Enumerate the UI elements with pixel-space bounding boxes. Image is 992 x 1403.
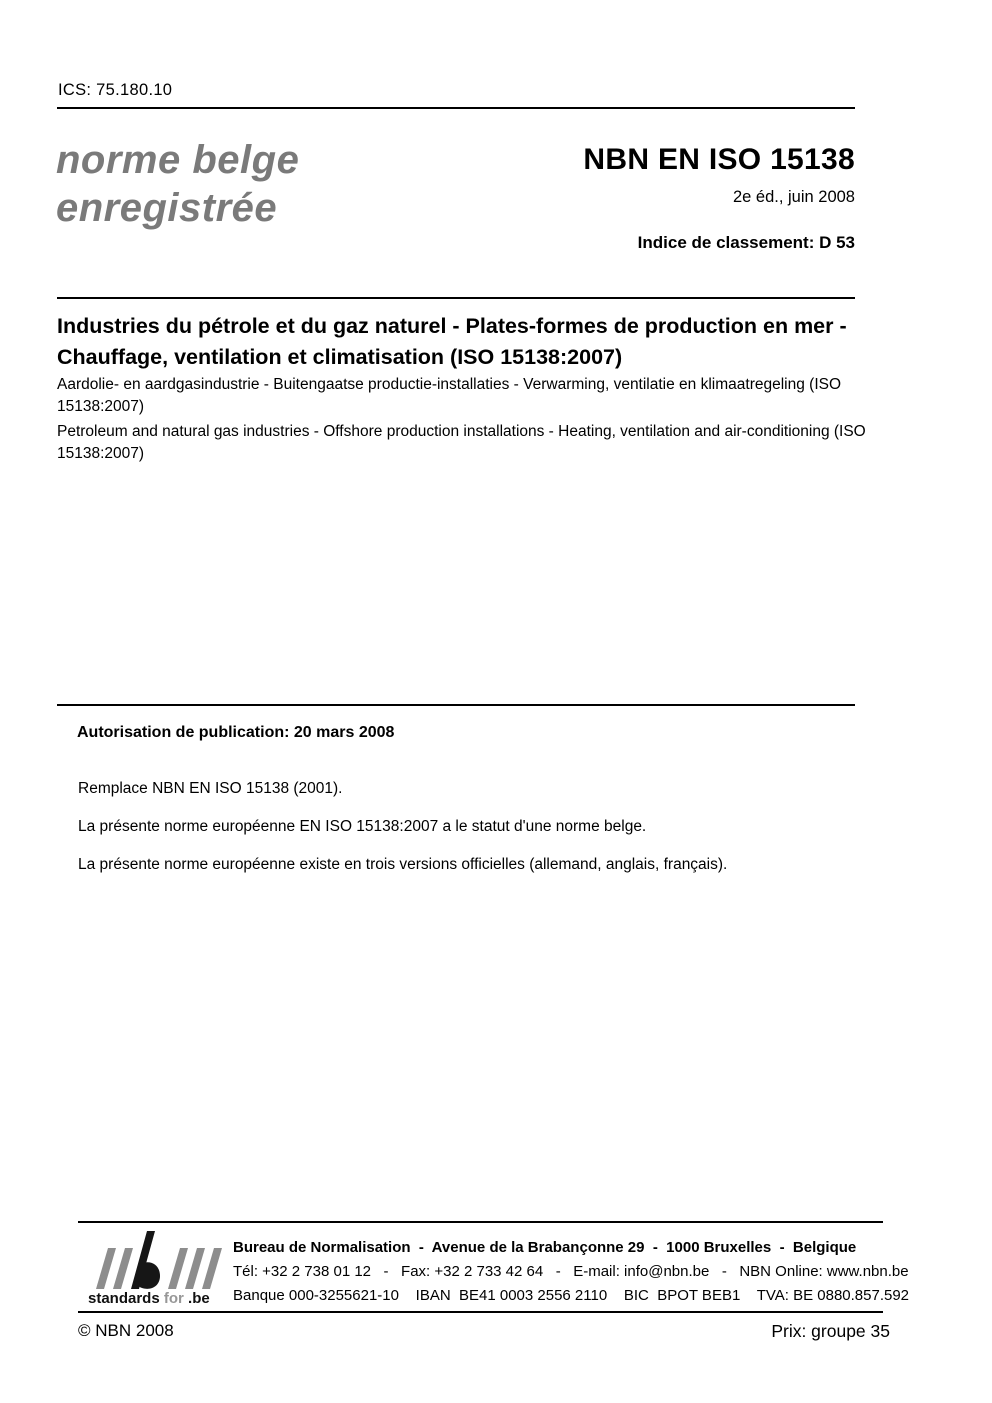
title-english: Petroleum and natural gas industries - Offshore production installations - Heating, ventilation and air-conditioning (ISO 15138:2007) [57, 423, 866, 462]
title-french: Industries du pétrole et du gaz naturel - Plates-formes de production en mer - Chauffage, ventilation et climatisation (ISO 15138:2007) [57, 314, 847, 369]
header-divider [57, 107, 855, 109]
tagline-be: .be [188, 1290, 210, 1307]
nbn-logo-icon [88, 1231, 238, 1289]
publisher-bank: Banque 000-3255621-10 IBAN BE41 0003 2556 2110 BIC BPOT BEB1 TVA: BE 0880.857.592 [233, 1287, 910, 1304]
edition-date: 2e éd., juin 2008 [732, 188, 855, 206]
nbn-logo [88, 1231, 238, 1307]
logo-tagline [88, 1290, 238, 1307]
publisher-divider-top [78, 1221, 883, 1223]
authorization-divider [57, 704, 855, 706]
publisher-divider-bottom [78, 1311, 883, 1313]
ics-code: ICS: 75.180.10 [58, 81, 173, 99]
tagline-standards: standards [88, 1290, 160, 1307]
document-type-line1: norme belge [56, 138, 300, 182]
price-group: Prix: groupe 35 [771, 1321, 890, 1341]
copyright-notice: © NBN 2008 [78, 1321, 174, 1340]
header-right-block [57, 143, 855, 253]
versions-note: La présente norme européenne existe en trois versions officielles (allemand, anglais, français). [78, 856, 728, 873]
title-dutch: Aardolie- en aardgasindustrie - Buitengaatse productie-installaties - Verwarming, ventilatie en klimaatregeling (ISO 15138:2007) [57, 376, 842, 415]
title-divider [57, 297, 855, 299]
publisher-contact-block [233, 1236, 909, 1308]
document-type-line2: enregistrée [56, 186, 278, 230]
replaces-note: Remplace NBN EN ISO 15138 (2001). [78, 780, 343, 797]
classification-index: Indice de classement: D 53 [637, 233, 855, 252]
standard-number: NBN EN ISO 15138 [583, 143, 855, 176]
publisher-address: Bureau de Normalisation - Avenue de la Brabançonne 29 - 1000 Bruxelles - Belgique [233, 1239, 857, 1256]
authorization-heading: Autorisation de publication: 20 mars 2008 [77, 724, 395, 741]
status-note: La présente norme européenne EN ISO 15138:2007 a le statut d'une norme belge. [78, 818, 647, 835]
publisher-contact: Tél: +32 2 738 01 12 - Fax: +32 2 733 42 64 - E-mail: info@nbn.be - NBN Online: www.nbn.be [233, 1263, 909, 1280]
tagline-for: for [163, 1290, 184, 1307]
